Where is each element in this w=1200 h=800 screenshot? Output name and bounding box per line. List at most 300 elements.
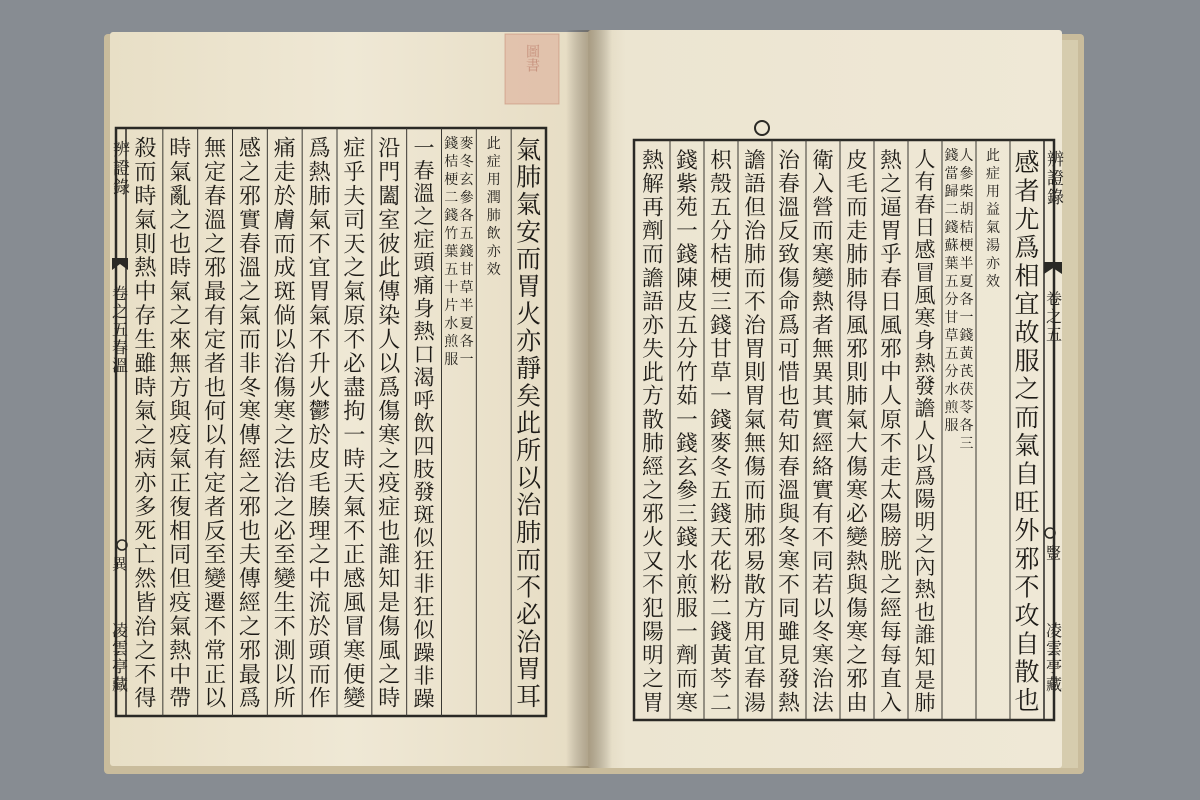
left-text-char: 胃 [308, 280, 331, 306]
right-annotation-char: 夏 [959, 274, 974, 290]
right-text-char: 錢 [676, 148, 698, 174]
right-text-char: 之 [914, 532, 936, 557]
left-text-char: 不 [134, 662, 157, 688]
left-text-char: 非 [238, 351, 261, 377]
left-text-char: 常 [204, 638, 227, 664]
right-text-char: 尤 [1014, 204, 1040, 234]
right-text-char: 草 [710, 360, 732, 386]
right-text-char: 陽 [642, 620, 664, 646]
left-text-char: 四 [413, 433, 435, 459]
left-text-char: 流 [308, 591, 331, 617]
right-text-char: 入 [812, 171, 834, 197]
left-text-char: 之 [343, 256, 366, 282]
left-text-char: 死 [134, 519, 157, 545]
right-text-char: 者 [1014, 176, 1040, 206]
left-text-char: 溫 [238, 256, 261, 282]
right-text-char: 之 [880, 572, 902, 598]
right-text-char: 陽 [880, 502, 902, 528]
left-text-char: 安 [516, 217, 542, 247]
right-text-char: 故 [1014, 318, 1040, 348]
left-annotation-char: 水 [444, 316, 459, 332]
right-text-char: 命 [778, 289, 800, 315]
right-text-char: 之 [1014, 374, 1040, 404]
right-text-char: 邪 [1014, 544, 1040, 574]
right-text-char: 致 [778, 242, 800, 268]
left-text-char: 氣 [238, 304, 261, 330]
left-text-char: 門 [378, 160, 401, 186]
right-annotation-char: 一 [959, 310, 974, 326]
left-text-char: 時 [134, 375, 157, 401]
right-text-char: 甘 [710, 337, 732, 363]
right-text-char: 明 [642, 643, 664, 669]
right-text-char: 一 [710, 384, 732, 410]
left-text-char: 以 [204, 423, 227, 449]
left-annotation-char: 用 [486, 172, 501, 188]
right-text-char: 胃 [642, 690, 664, 716]
right-text-char: 春 [880, 266, 902, 292]
left-text-char: 時 [169, 136, 192, 162]
left-text-char: 知 [378, 567, 401, 593]
right-text-char: 皮 [676, 289, 698, 315]
left-text-char: 治 [273, 471, 296, 497]
left-text-char: 盡 [343, 375, 366, 401]
left-text-char: 之 [169, 304, 192, 330]
right-text-char: 五 [710, 195, 732, 221]
left-annotation-char: 五 [444, 262, 459, 278]
left-text-char: 渴 [413, 364, 435, 390]
left-text-char: 此 [516, 408, 542, 438]
right-text-char: 有 [812, 502, 834, 528]
right-text-char: 見 [778, 643, 800, 669]
right-text-char: 煎 [676, 572, 698, 598]
left-annotation-char: 一 [459, 352, 474, 368]
right-text-char: 方 [744, 596, 766, 622]
right-text-char: 有 [914, 170, 936, 195]
right-text-char: 譫 [744, 148, 766, 174]
right-text-char: 也 [778, 384, 800, 410]
right-text-char: 逼 [880, 195, 902, 221]
left-annotation-char: 效 [486, 262, 501, 278]
left-annotation-char: 甘 [459, 262, 474, 278]
right-text-char: 易 [744, 549, 766, 575]
left-text-char: 呼 [413, 387, 435, 413]
left-annotation-char: 十 [444, 280, 459, 296]
left-text-char: 感 [343, 567, 366, 593]
left-annotation-char: 夏 [459, 316, 474, 332]
right-text-char: 之 [846, 643, 868, 669]
left-margin-chapter: 卷之五春溫 [109, 285, 129, 375]
right-text-char: 溫 [778, 195, 800, 221]
left-text-char: 得 [134, 686, 157, 712]
left-text-char: 症 [413, 226, 435, 252]
left-annotation-char: 冬 [459, 154, 474, 170]
left-text-char: 成 [273, 256, 296, 282]
left-text-char: 有 [204, 304, 227, 330]
right-text-char: 是 [914, 668, 936, 693]
right-text-char: 肺 [846, 384, 868, 410]
left-text-char: 經 [238, 447, 261, 473]
right-text-char: 太 [880, 478, 902, 504]
right-text-char: 服 [676, 596, 698, 622]
right-text-char: 寒 [812, 242, 834, 268]
left-text-char: 之 [238, 160, 261, 186]
left-text-char: 以 [273, 662, 296, 688]
left-text-char: 遷 [204, 591, 227, 617]
right-text-char: 人 [880, 384, 902, 410]
left-text-char: 亡 [134, 543, 157, 569]
left-text-char: 治 [516, 627, 542, 657]
right-text-char: 再 [642, 195, 664, 221]
right-text-char: 傷 [744, 454, 766, 480]
left-text-char: 風 [378, 638, 401, 664]
right-text-char: 陽 [914, 487, 936, 512]
left-text-char: 殺 [134, 136, 157, 162]
library-seal-text: 圖書 [524, 44, 540, 72]
right-text-char: 與 [846, 572, 868, 598]
right-text-char: 攻 [1014, 601, 1040, 631]
right-text-char: 肺 [914, 690, 936, 715]
left-text-char: 至 [273, 543, 296, 569]
left-text-char: 氣 [308, 208, 331, 234]
left-text-char: 司 [343, 208, 366, 234]
right-text-char: 宜 [744, 643, 766, 669]
left-text-char: 爲 [378, 375, 401, 401]
right-text-char: 氣 [744, 407, 766, 433]
left-text-char: 疫 [378, 471, 401, 497]
right-text-char: 而 [676, 667, 698, 693]
left-annotation-char: 參 [459, 190, 474, 206]
left-text-char: 於 [273, 184, 296, 210]
right-text-char: 中 [880, 360, 902, 386]
left-annotation-char: 服 [444, 352, 459, 368]
right-text-char: 不 [778, 572, 800, 598]
left-text-char: 於 [308, 614, 331, 640]
right-text-char: 不 [812, 525, 834, 551]
right-annotation-char: 參 [959, 166, 974, 182]
right-text-char: 錢 [676, 431, 698, 457]
left-text-char: 何 [204, 399, 227, 425]
right-annotation-char: 五 [944, 274, 959, 290]
left-text-char: 治 [134, 614, 157, 640]
right-annotation-char: 二 [944, 202, 959, 218]
left-text-char: 矣 [516, 381, 542, 411]
right-text-char: 惜 [778, 360, 800, 386]
left-text-char: 生 [273, 591, 296, 617]
left-text-char: 變 [273, 567, 296, 593]
right-text-char: 麥 [710, 431, 732, 457]
right-text-char: 異 [812, 360, 834, 386]
left-text-char: 症 [378, 495, 401, 521]
left-text-char: 正 [169, 471, 192, 497]
right-annotation-char: 三 [959, 436, 974, 452]
left-text-char: 皮 [308, 447, 331, 473]
left-text-char: 生 [134, 327, 157, 353]
right-text-char: 爲 [914, 464, 936, 489]
left-text-char: 有 [204, 447, 227, 473]
left-text-char: 方 [169, 375, 192, 401]
right-text-char: 發 [914, 373, 936, 398]
right-text-char: 毛 [846, 171, 868, 197]
right-text-char: 熱 [642, 148, 664, 174]
left-text-char: 而 [273, 232, 296, 258]
left-text-char: 倘 [273, 304, 296, 330]
right-text-char: 實 [812, 407, 834, 433]
right-text-char: 枳 [710, 148, 732, 174]
left-text-char: 誰 [378, 543, 401, 569]
right-text-char: 誰 [914, 623, 936, 648]
left-text-char: 氣 [308, 304, 331, 330]
right-text-char: 肺 [846, 242, 868, 268]
left-text-char: 耳 [516, 682, 542, 712]
right-text-char: 風 [880, 313, 902, 339]
right-text-char: 寒 [778, 549, 800, 575]
left-text-char: 拘 [343, 399, 366, 425]
right-text-char: 春 [914, 192, 936, 217]
left-text-char: 疫 [169, 591, 192, 617]
left-text-char: 氣 [134, 208, 157, 234]
left-annotation-char: 桔 [444, 154, 459, 170]
right-annotation-char: 分 [944, 292, 959, 308]
right-text-char: 以 [914, 441, 936, 466]
right-text-char: 錢 [710, 620, 732, 646]
right-text-char: 劑 [676, 643, 698, 669]
right-text-char: 玄 [676, 454, 698, 480]
left-text-char: 不 [343, 519, 366, 545]
right-text-char: 經 [812, 431, 834, 457]
right-text-char: 知 [914, 645, 936, 670]
left-text-char: 以 [378, 351, 401, 377]
left-annotation-char: 亦 [486, 244, 501, 260]
left-text-char: 而 [516, 244, 542, 274]
right-text-char: 春 [778, 454, 800, 480]
right-text-char: 雖 [778, 620, 800, 646]
left-text-char: 彼 [378, 232, 401, 258]
right-text-char: 則 [846, 360, 868, 386]
right-text-char: 肺 [744, 502, 766, 528]
left-text-char: 冬 [238, 375, 261, 401]
left-text-char: 定 [204, 160, 227, 186]
right-text-char: 五 [710, 478, 732, 504]
left-text-char: 與 [169, 399, 192, 425]
right-text-char: 錢 [710, 502, 732, 528]
left-text-char: 時 [378, 686, 401, 712]
right-text-char: 花 [710, 549, 732, 575]
left-text-char: 多 [134, 495, 157, 521]
right-text-char: 散 [1014, 657, 1040, 687]
left-text-char: 也 [169, 232, 192, 258]
right-text-char: 胱 [880, 549, 902, 575]
left-text-char: 症 [343, 136, 366, 162]
left-text-char: 但 [169, 567, 192, 593]
left-text-char: 邪 [238, 495, 261, 521]
right-text-char: 傷 [846, 596, 868, 622]
right-text-char: 若 [812, 572, 834, 598]
left-margin-folio: 異 [110, 556, 128, 571]
left-text-char: 室 [378, 208, 401, 234]
left-text-char: 來 [169, 327, 192, 353]
left-text-char: 夫 [343, 184, 366, 210]
left-text-char: 春 [238, 232, 261, 258]
right-text-char: 而 [642, 242, 664, 268]
right-text-char: 散 [744, 572, 766, 598]
right-text-char: 春 [744, 667, 766, 693]
right-annotation-char: 錢 [944, 148, 959, 164]
left-text-char: 之 [169, 208, 192, 234]
right-text-char: 走 [880, 454, 902, 480]
left-text-char: 亦 [134, 471, 157, 497]
left-text-char: 氣 [169, 614, 192, 640]
left-annotation-char: 半 [459, 298, 474, 314]
left-text-char: 靜 [516, 354, 542, 384]
right-annotation-char: 胡 [959, 202, 974, 218]
right-annotation-char: 用 [986, 184, 1000, 200]
right-text-char: 同 [778, 596, 800, 622]
right-text-char: 冬 [778, 525, 800, 551]
left-text-char: 爲 [308, 136, 331, 162]
left-text-char: 法 [273, 447, 296, 473]
right-text-char: 與 [778, 502, 800, 528]
right-text-char: 冬 [710, 454, 732, 480]
left-text-char: 正 [343, 543, 366, 569]
left-text-char: 發 [413, 479, 435, 505]
left-text-char: 不 [516, 572, 542, 602]
right-annotation-char: 服 [944, 418, 959, 434]
right-text-char: 天 [710, 525, 732, 551]
left-text-char: 之 [378, 447, 401, 473]
left-text-char: 而 [308, 662, 331, 688]
right-text-char: 膀 [880, 525, 902, 551]
right-text-char: 傷 [778, 266, 800, 292]
left-text-char: 之 [273, 495, 296, 521]
left-text-char: 病 [134, 447, 157, 473]
right-text-char: 寒 [812, 643, 834, 669]
right-text-char: 日 [880, 289, 902, 315]
right-text-char: 不 [880, 431, 902, 457]
left-text-char: 測 [273, 638, 296, 664]
left-text-char: 一 [413, 134, 435, 160]
right-text-char: 而 [744, 266, 766, 292]
right-text-char: 肺 [642, 431, 664, 457]
right-annotation-char: 草 [944, 328, 959, 344]
right-annotation-char: 煎 [944, 400, 959, 416]
left-text-char: 肺 [516, 162, 542, 192]
left-text-char: 氣 [343, 495, 366, 521]
left-text-char: 雖 [134, 351, 157, 377]
right-text-char: 外 [1014, 516, 1040, 546]
right-text-char: 法 [812, 690, 834, 716]
left-text-char: 飲 [413, 410, 435, 436]
right-text-char: 水 [676, 549, 698, 575]
left-text-char: 之 [134, 423, 157, 449]
left-text-char: 者 [204, 351, 227, 377]
right-text-char: 胃 [744, 384, 766, 410]
right-text-char: 分 [676, 337, 698, 363]
right-text-char: 而 [744, 478, 766, 504]
left-text-char: 是 [378, 591, 401, 617]
right-text-char: 錢 [676, 525, 698, 551]
right-annotation-char: 五 [944, 346, 959, 362]
left-text-char: 便 [343, 662, 366, 688]
right-text-char: 感 [914, 238, 936, 263]
left-text-char: 之 [238, 280, 261, 306]
right-text-char: 桔 [710, 242, 732, 268]
left-annotation-char: 片 [444, 298, 459, 314]
left-text-char: 最 [204, 280, 227, 306]
right-text-char: 變 [846, 525, 868, 551]
right-text-char: 三 [710, 289, 732, 315]
right-annotation-char: 當 [944, 166, 959, 182]
left-text-char: 時 [343, 447, 366, 473]
left-text-char: 狂 [413, 548, 435, 574]
left-text-char: 一 [343, 423, 366, 449]
left-text-char: 必 [343, 351, 366, 377]
right-text-char: 走 [846, 219, 868, 245]
left-text-char: 寒 [378, 423, 401, 449]
right-text-char: 一 [676, 407, 698, 433]
right-text-char: 治 [812, 667, 834, 693]
right-text-char: 胃 [744, 337, 766, 363]
right-text-char: 實 [812, 478, 834, 504]
right-text-char: 語 [642, 289, 664, 315]
left-text-char: 定 [204, 471, 227, 497]
right-text-char: 寒 [676, 690, 698, 716]
left-text-char: 定 [204, 327, 227, 353]
left-text-char: 此 [378, 256, 401, 282]
right-text-char: 熱 [778, 690, 800, 716]
right-text-char: 皮 [846, 148, 868, 174]
left-text-char: 不 [273, 614, 296, 640]
left-text-char: 亂 [169, 184, 192, 210]
right-text-char: 邪 [744, 525, 766, 551]
left-text-char: 氣 [134, 399, 157, 425]
left-text-char: 宜 [308, 256, 331, 282]
right-text-char: 而 [846, 195, 868, 221]
right-text-char: 邪 [846, 337, 868, 363]
right-text-char: 熱 [812, 289, 834, 315]
left-margin-publisher: 凌雲亭藏 [109, 622, 129, 694]
right-text-char: 湯 [744, 690, 766, 716]
right-text-char: 原 [880, 407, 902, 433]
left-text-char: 躁 [413, 639, 435, 665]
left-text-char: 作 [308, 686, 331, 712]
right-text-char: 熱 [914, 351, 936, 376]
right-text-char: 肺 [744, 242, 766, 268]
left-text-char: 時 [134, 184, 157, 210]
right-annotation-char: 苓 [959, 400, 974, 416]
left-text-char: 以 [204, 686, 227, 712]
left-text-char: 寒 [238, 399, 261, 425]
left-text-char: 氣 [169, 280, 192, 306]
left-text-char: 傳 [238, 567, 261, 593]
left-text-char: 所 [516, 436, 542, 466]
right-text-char: 大 [846, 431, 868, 457]
left-text-char: 所 [273, 686, 296, 712]
left-annotation-char: 玄 [459, 172, 474, 188]
right-text-char: 其 [812, 384, 834, 410]
right-text-char: 宜 [1014, 289, 1040, 319]
left-text-char: 之 [413, 203, 435, 229]
left-text-char: 熱 [308, 160, 331, 186]
left-text-char: 非 [413, 662, 435, 688]
right-text-char: 無 [744, 431, 766, 457]
right-annotation-char: 氣 [986, 220, 1000, 236]
left-text-char: 而 [516, 545, 542, 575]
right-annotation-char: 亦 [986, 256, 1000, 272]
right-text-char: 一 [676, 620, 698, 646]
right-annotation-char: 各 [959, 292, 974, 308]
left-text-char: 天 [343, 232, 366, 258]
right-text-char: 陳 [676, 266, 698, 292]
